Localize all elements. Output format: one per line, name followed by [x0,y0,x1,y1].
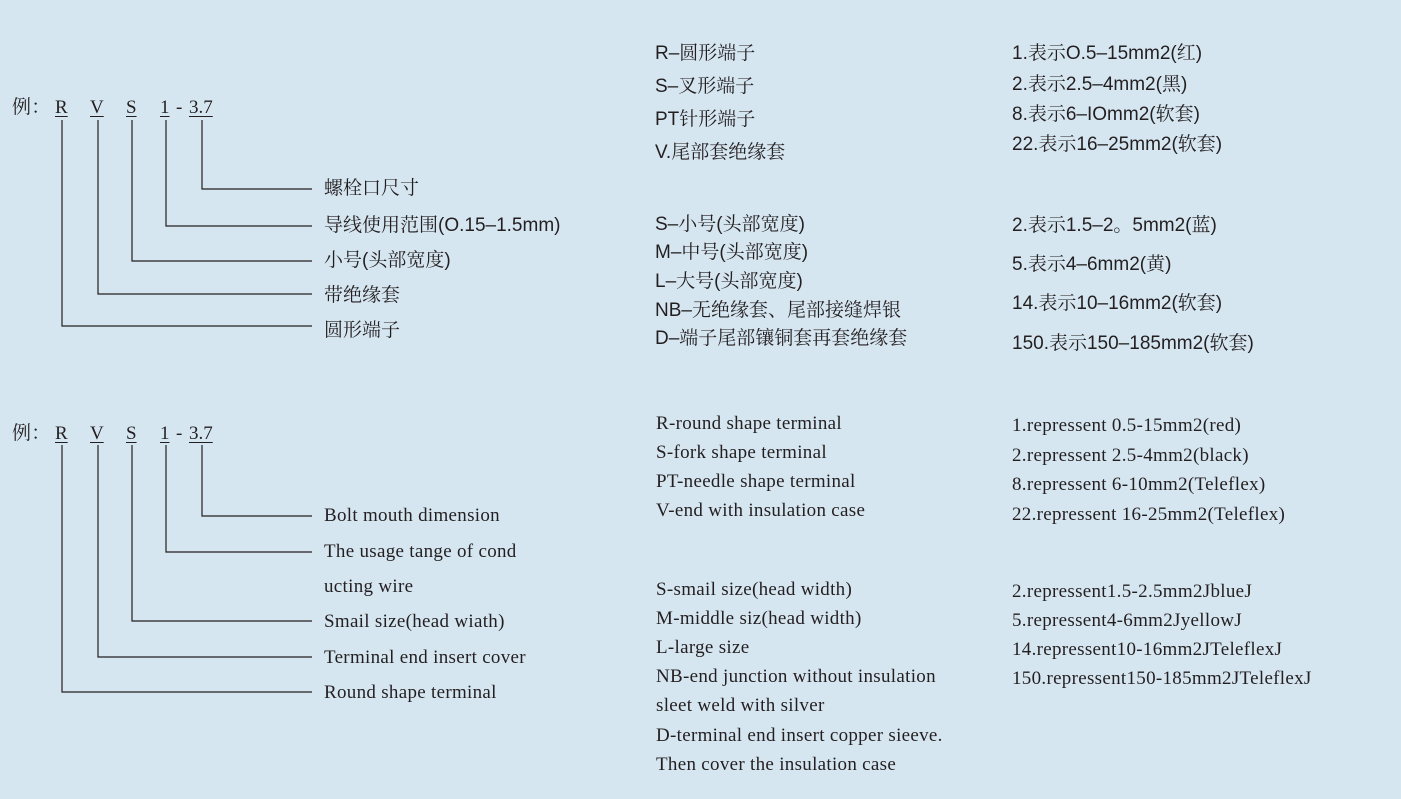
en-range-item: 22.repressent 16-25mm2(Teleflex) [1012,504,1286,525]
en-type-item: M-middle siz(head width) [656,608,862,629]
connector-en-bolt [202,445,312,516]
cn-range-item: 1.表示O.5–15mm2(红) [1012,43,1203,64]
connector-en-size [132,445,312,621]
code-char-v: V [90,423,104,444]
en-type-item: PT-needle shape terminal [656,471,856,492]
cn-range-item: 22.表示16–25mm2(软套) [1012,134,1223,155]
en-example-label: 例： [12,423,51,444]
code-char-1: 1 [160,423,170,444]
cn-range-item: 2.表示1.5–2。5mm2(蓝) [1012,215,1217,236]
en-legend-round: Round shape terminal [324,682,497,703]
connector-en-cover [98,445,312,657]
cn-legend-size: 小号(头部宽度) [324,250,451,271]
connector-cn-round [62,120,312,326]
code-char-r: R [55,97,68,118]
cn-type-item: NB–无绝缘套、尾部接缝焊银 [655,300,901,321]
cn-type-item: S–小号(头部宽度) [655,214,805,235]
en-range-item: 8.repressent 6-10mm2(Teleflex) [1012,474,1266,495]
code-char-r: R [55,423,68,444]
code-char-dash: - [176,423,183,444]
en-range-item: 150.repressent150-185mm2JTeleflexJ [1012,668,1312,689]
connector-en-round [62,445,312,692]
cn-legend-bolt: 螺栓口尺寸 [324,178,420,199]
en-range-item: 5.repressent4-6mm2JyellowJ [1012,610,1242,631]
code-char-size: 3.7 [189,423,213,444]
en-type-item: D-terminal end insert copper sieeve. [656,725,943,746]
cn-legend-round: 圆形端子 [324,320,401,341]
en-type-item: Then cover the insulation case [656,754,897,775]
en-type-item: L-large size [656,637,750,658]
cn-range-item: 8.表示6–IOmm2(软套) [1012,104,1200,125]
en-legend-cover: Terminal end insert cover [324,647,526,668]
code-char-s: S [126,97,137,118]
en-type-item: NB-end junction without insulation [656,666,936,687]
cn-type-item: S–叉形端子 [655,76,755,97]
code-char-v: V [90,97,104,118]
en-range-item: 1.repressent 0.5-15mm2(red) [1012,415,1242,436]
en-legend-wire: The usage tange of cond [324,541,517,562]
en-type-item: V-end with insulation case [656,500,866,521]
code-char-1: 1 [160,97,170,118]
cn-range-item: 14.表示10–16mm2(软套) [1012,293,1223,314]
en-range-item: 2.repressent 2.5-4mm2(black) [1012,445,1249,466]
cn-type-item: V.尾部套绝缘套 [655,142,786,163]
cn-legend-wire: 导线使用范围(O.15–1.5mm) [324,215,561,236]
cn-type-item: M–中号(头部宽度) [655,242,809,263]
connector-cn-size [132,120,312,261]
cn-type-item: L–大号(头部宽度) [655,271,803,292]
cn-range-item: 5.表示4–6mm2(黄) [1012,254,1172,275]
cn-type-item: PT针形端子 [655,109,756,130]
code-char-size: 3.7 [189,97,213,118]
en-range-item: 2.repressent1.5-2.5mm2JblueJ [1012,581,1253,602]
code-char-s: S [126,423,137,444]
cn-legend-cover: 带绝缘套 [324,285,401,306]
en-type-item: S-fork shape terminal [656,442,827,463]
connector-cn-cover [98,120,312,294]
code-char-dash: - [176,97,183,118]
cn-range-item: 2.表示2.5–4mm2(黑) [1012,74,1188,95]
connector-cn-wire [166,120,312,226]
en-range-item: 14.repressent10-16mm2JTeleflexJ [1012,639,1283,660]
en-type-item: R-round shape terminal [656,413,842,434]
connector-cn-bolt [202,120,312,189]
en-legend-wire-cont: ucting wire [324,576,414,597]
cn-range-item: 150.表示150–185mm2(软套) [1012,333,1254,354]
en-legend-size: Smail size(head wiath) [324,611,505,632]
en-type-item: S-smail size(head width) [656,579,853,600]
cn-type-item: R–圆形端子 [655,43,756,64]
en-type-item: sleet weld with silver [656,695,825,716]
cn-example-label: 例： [12,97,51,118]
en-legend-bolt: Bolt mouth dimension [324,505,500,526]
cn-type-item: D–端子尾部镶铜套再套绝缘套 [655,328,908,349]
connector-en-wire [166,445,312,552]
